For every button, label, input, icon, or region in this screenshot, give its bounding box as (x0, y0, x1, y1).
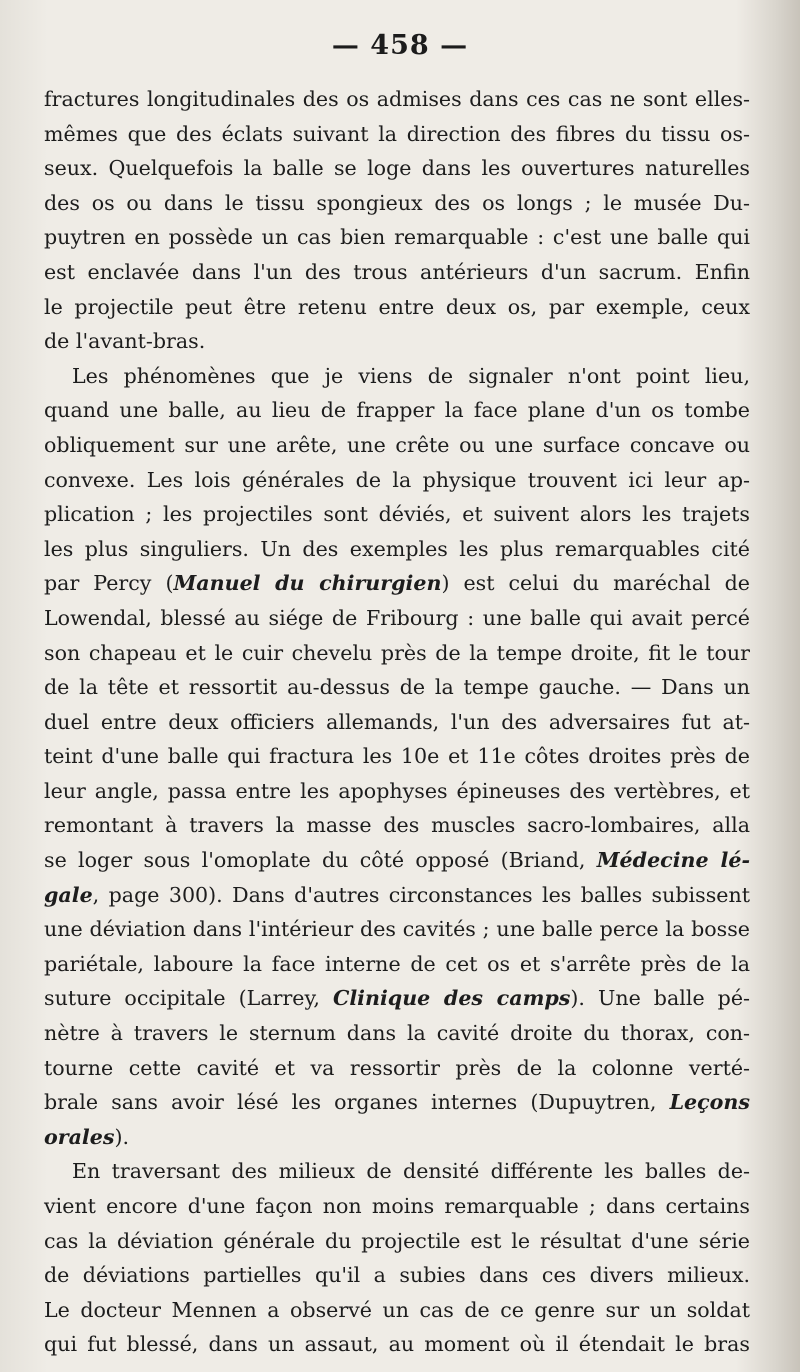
text-line: une déviation dans l'intérieur des cavités ; une balle perce la bosse (44, 917, 750, 942)
book-title: gale (44, 882, 93, 907)
text-line: cas la déviation générale du projectile est le résultat d'une série (44, 1228, 750, 1253)
book-title: orales (44, 1124, 115, 1149)
text-line: mêmes que des éclats suivant la direction des fibres du tissu os- (44, 121, 750, 146)
text-line: Lowendal, blessé au siége de Fribourg : une balle qui avait percé (44, 605, 750, 630)
text-line: des os ou dans le tissu spongieux des os longs ; le musée Du- (44, 190, 750, 215)
book-title: Clinique des camps (332, 986, 571, 1011)
text-segment: par Percy ( (44, 571, 174, 596)
text-line: plication ; les projectiles sont déviés, et suivent alors les trajets (44, 502, 750, 527)
text-segment: se loger sous l'omoplate du côté opposé (Briand, (44, 848, 597, 873)
text-segment: , page 300). Dans d'autres circonstances les balles subissent (92, 882, 750, 907)
book-title: Médecine lé- (596, 848, 750, 873)
text-line: quand une balle, au lieu de frapper la face plane d'un os tombe (44, 398, 750, 423)
text-line (44, 878, 750, 913)
text-line: de la tête et ressortit au-dessus de la tempe gauche. — Dans un (44, 675, 750, 700)
text-line: tourne cette cavité et va ressortir près de la colonne verté- (44, 1055, 750, 1080)
text-line: de l'avant-bras. (44, 329, 206, 354)
text-line (44, 1120, 750, 1155)
text-line: pariétale, laboure la face interne de cet os et s'arrête près de la (44, 951, 750, 976)
book-title: Manuel du chirurgien (173, 571, 442, 596)
text-line: de déviations partielles qu'il a subies dans ces divers milieux. (44, 1263, 750, 1288)
text-line: seux. Quelquefois la balle se loge dans les ouvertures naturelles (44, 156, 750, 181)
text-segment: ) est celui du maréchal de (441, 571, 750, 596)
text-segment: ). (114, 1124, 130, 1149)
text-segment: ). Une balle pé- (570, 986, 750, 1011)
text-line: son chapeau et le cuir chevelu près de la tempe droite, fit le tour (44, 640, 750, 665)
body-text (44, 82, 750, 1362)
text-line: puytren en possède un cas bien remarquable : c'est une balle qui (44, 225, 750, 250)
text-line: convexe. Les lois générales de la physique trouvent ici leur ap- (44, 467, 750, 492)
text-line (44, 843, 750, 878)
text-line: fractures longitudinales des os admises dans ces cas ne sont elles- (44, 87, 750, 111)
text-line: teint d'une balle qui fractura les 10e et 11e côtes droites près de (44, 744, 750, 769)
text-line: Les phénomènes que je viens de signaler n'ont point lieu, (72, 363, 750, 388)
text-line (44, 1085, 750, 1120)
text-line: est enclavée dans l'un des trous antérieurs d'un sacrum. Enfin (44, 259, 750, 284)
text-line (44, 566, 750, 601)
text-line: leur angle, passa entre les apophyses épineuses des vertèbres, et (44, 778, 750, 803)
text-line: obliquement sur une arête, une crête ou une surface concave ou (44, 432, 750, 457)
page-number: — 458 — (331, 30, 469, 61)
text-line: Le docteur Mennen a observé un cas de ce genre sur un soldat (44, 1297, 750, 1322)
text-line: remontant à travers la masse des muscles sacro-lombaires, alla (44, 813, 750, 838)
text-line: duel entre deux officiers allemands, l'un des adversaires fut at- (44, 709, 750, 734)
text-segment: brale sans avoir lésé les organes internes (Dupuytren, (44, 1090, 670, 1115)
text-line: qui fut blessé, dans un assaut, au moment où il étendait le bras (44, 1332, 750, 1357)
text-segment: suture occipitale (Larrey, (44, 986, 333, 1011)
text-line: En traversant des milieux de densité différente les balles de- (72, 1159, 750, 1184)
text-line: nètre à travers le sternum dans la cavité droite du thorax, con- (44, 1021, 750, 1046)
text-line: les plus singuliers. Un des exemples les plus remarquables cité (44, 536, 750, 561)
text-line (44, 981, 750, 1016)
book-title: Leçons (669, 1090, 750, 1115)
text-line: vient encore d'une façon non moins remarquable ; dans certains (44, 1194, 750, 1218)
text-line: le projectile peut être retenu entre deux os, par exemple, ceux (44, 294, 750, 319)
